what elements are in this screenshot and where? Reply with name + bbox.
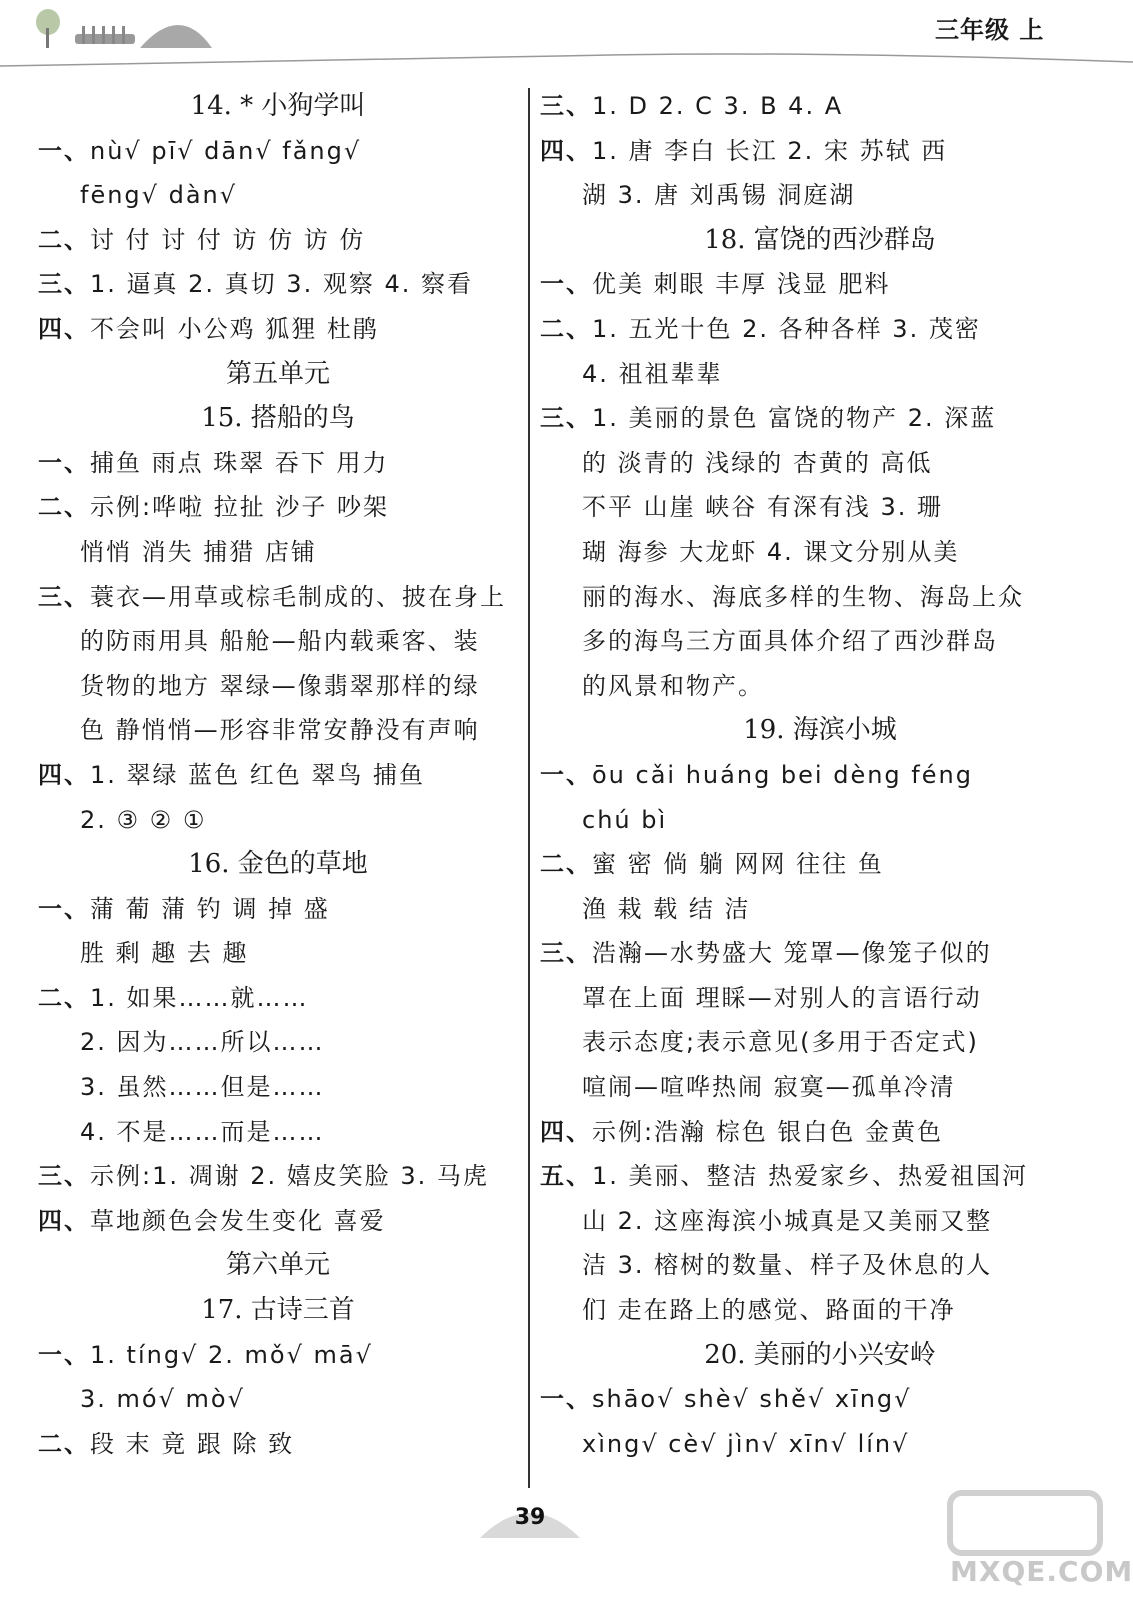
answer-line: 瑚 海参 大龙虾 4. 课文分别从美 (582, 537, 960, 566)
answer-text: 1. 翠绿 蓝色 红色 翠鸟 捕鱼 (90, 760, 426, 789)
answer-text: 1. 如果……就…… (90, 983, 309, 1012)
answer-line: 4. 不是……而是…… (80, 1117, 325, 1146)
question-number: 二、 (540, 314, 592, 343)
question-number: 三、 (540, 404, 592, 433)
answer-line (38, 307, 518, 352)
answer-text: 1. D 2. C 3. B 4. A (592, 92, 844, 120)
answer-line: 货物的地方 翠绿—像翡翠那样的绿 (80, 671, 480, 700)
answer-line (540, 842, 1100, 887)
answer-line (540, 931, 1100, 976)
answer-line (38, 1199, 518, 1244)
answer-line (38, 1154, 518, 1199)
answer-line: 洁 3. 榕树的数量、样子及休息的人 (582, 1251, 993, 1280)
answer-text: 1. 逼真 2. 真切 3. 观察 4. 察看 (90, 270, 473, 299)
answer-line (38, 218, 518, 263)
question-number: 五、 (540, 1162, 592, 1191)
answer-line (38, 753, 518, 798)
section-title: 17. 古诗三首 (201, 1295, 355, 1326)
question-number: 一、 (540, 270, 592, 299)
grade-label: 三年级 上 (935, 16, 1045, 44)
section-title: 18. 富饶的西沙群岛 (704, 224, 936, 255)
answer-line: 3. mó√ mò√ (80, 1385, 245, 1414)
answer-line: fēng√ dàn√ (80, 181, 238, 210)
answer-line (540, 396, 1100, 441)
section-title: 20. 美丽的小兴安岭 (704, 1339, 936, 1370)
question-number: 二、 (38, 983, 90, 1012)
answer-text: 段 末 竟 跟 除 致 (90, 1429, 295, 1458)
question-number: 一、 (38, 1340, 90, 1369)
answer-line: 们 走在路上的感觉、路面的干净 (582, 1296, 956, 1325)
question-number: 二、 (38, 225, 90, 254)
answer-line: 胜 剩 趣 去 趣 (80, 939, 249, 968)
answer-line (38, 129, 518, 174)
answer-line (540, 84, 1100, 129)
answer-text: 蓑衣—用草或棕毛制成的、披在身上 (90, 582, 506, 611)
answer-line (540, 262, 1100, 307)
watermark-text: MXQE.COM (950, 1555, 1133, 1588)
section-title: 15. 搭船的鸟 (201, 403, 355, 434)
answer-text: 草地颜色会发生变化 喜爱 (90, 1206, 386, 1235)
answer-text: 蜜 密 倘 躺 网网 往往 鱼 (592, 850, 884, 879)
answer-text: 不会叫 小公鸡 狐狸 杜鹃 (90, 314, 379, 343)
column-divider (528, 88, 530, 1488)
question-number: 一、 (38, 894, 90, 923)
section-title: 14. * 小狗学叫 (190, 91, 366, 121)
answer-line: 的防雨用具 船舱—船内载乘客、装 (80, 627, 480, 656)
question-number: 四、 (38, 314, 90, 343)
answer-line (38, 887, 518, 932)
section-title: 19. 海滨小城 (743, 715, 897, 746)
answer-line: xìng√ cè√ jìn√ xīn√ lín√ (582, 1429, 910, 1458)
answer-text: 捕鱼 雨点 珠翠 吞下 用力 (90, 448, 389, 477)
answer-text: 1. 美丽的景色 富饶的物产 2. 深蓝 (592, 404, 997, 433)
question-number: 四、 (540, 1117, 592, 1146)
answer-line (540, 1154, 1100, 1199)
question-number: 三、 (540, 92, 592, 120)
answer-line (540, 753, 1100, 798)
right-column (540, 84, 1100, 1466)
answer-text: nù√ pī√ dān√ fǎng√ (90, 136, 362, 165)
question-number: 四、 (540, 136, 592, 165)
question-number: 一、 (540, 760, 592, 789)
answer-line: 喧闹—喧哗热闹 寂寞—孤单冷清 (582, 1073, 956, 1102)
question-number: 三、 (38, 1162, 90, 1191)
answer-line (540, 1377, 1100, 1422)
answer-line (38, 575, 518, 620)
answer-text: 示例:浩瀚 棕色 银白色 金黄色 (592, 1117, 943, 1146)
answer-line: 不平 山崖 峡谷 有深有浅 3. 珊 (582, 493, 944, 522)
question-number: 三、 (38, 582, 90, 611)
section-title: 第六单元 (225, 1250, 330, 1281)
answer-text: 1. tíng√ 2. mǒ√ mā√ (90, 1340, 373, 1369)
question-number: 二、 (540, 850, 592, 879)
question-number: 一、 (540, 1385, 592, 1414)
answer-line: 4. 祖祖辈辈 (582, 359, 723, 388)
answer-line (38, 1422, 518, 1467)
answer-line (540, 1110, 1100, 1155)
question-number: 三、 (540, 939, 592, 968)
answer-line: 多的海鸟三方面具体介绍了西沙群岛 (582, 627, 998, 656)
answer-line (540, 129, 1100, 174)
question-number: 一、 (38, 448, 90, 477)
answer-line (38, 262, 518, 307)
question-number: 二、 (38, 493, 90, 522)
question-number: 三、 (38, 270, 90, 299)
question-number: 一、 (38, 136, 90, 165)
answer-line: 山 2. 这座海滨小城真是又美丽又整 (582, 1206, 993, 1235)
answer-text: 示例:哗啦 拉扯 沙子 吵架 (90, 493, 389, 522)
answer-line: 2. 因为……所以…… (80, 1028, 325, 1057)
answer-line (38, 976, 518, 1021)
answer-line: 罩在上面 理睬—对别人的言语行动 (582, 983, 982, 1012)
question-number: 二、 (38, 1429, 90, 1458)
header-rule (0, 48, 1133, 78)
section-title: 第五单元 (225, 358, 330, 389)
answer-line (38, 485, 518, 530)
answer-text: 示例:1. 凋谢 2. 嬉皮笑脸 3. 马虎 (90, 1162, 489, 1191)
answer-line (38, 1333, 518, 1378)
answer-line: 的 淡青的 浅绿的 杏黄的 高低 (582, 448, 933, 477)
answer-text: 讨 付 讨 付 访 仿 访 仿 (90, 225, 366, 254)
answer-line: 3. 虽然……但是…… (80, 1073, 325, 1102)
answer-line: 丽的海水、海底多样的生物、海岛上众 (582, 582, 1024, 611)
answer-text: 蒲 葡 蒲 钓 调 掉 盛 (90, 894, 330, 923)
answer-line (540, 307, 1100, 352)
question-number: 四、 (38, 760, 90, 789)
answer-text: 优美 刺眼 丰厚 浅显 肥料 (592, 270, 891, 299)
answer-text: shāo√ shè√ shě√ xīng√ (592, 1385, 912, 1414)
header-illustration (30, 8, 220, 50)
answer-line: 色 静悄悄—形容非常安静没有声响 (80, 716, 480, 745)
answer-line: 2. ③ ② ① (80, 805, 207, 834)
answer-text: 1. 五光十色 2. 各种各样 3. 茂密 (592, 314, 981, 343)
left-column (38, 84, 518, 1466)
page-header (0, 0, 1133, 70)
answer-line: 湖 3. 唐 刘禹锡 洞庭湖 (582, 181, 856, 210)
answer-line: 悄悄 消失 捕猎 店铺 (80, 537, 317, 566)
answer-text: 1. 美丽、整洁 热爱家乡、热爱祖国河 (592, 1162, 1029, 1191)
answer-text: 浩瀚—水势盛大 笼罩—像笼子似的 (592, 939, 992, 968)
question-number: 四、 (38, 1206, 90, 1235)
answer-line: chú bì (582, 805, 668, 834)
answer-line: 的风景和物产。 (582, 671, 764, 700)
section-title: 16. 金色的草地 (188, 849, 368, 880)
answer-line (38, 441, 518, 486)
page-number: 39 (514, 1505, 546, 1530)
answer-line: 渔 栽 载 结 洁 (582, 894, 751, 923)
answer-line: 表示态度;表示意见(多用于否定式) (582, 1028, 979, 1057)
answer-text: ōu cǎi huáng bei dèng féng (592, 760, 973, 789)
answer-text: 1. 唐 李白 长江 2. 宋 苏轼 西 (592, 136, 948, 165)
